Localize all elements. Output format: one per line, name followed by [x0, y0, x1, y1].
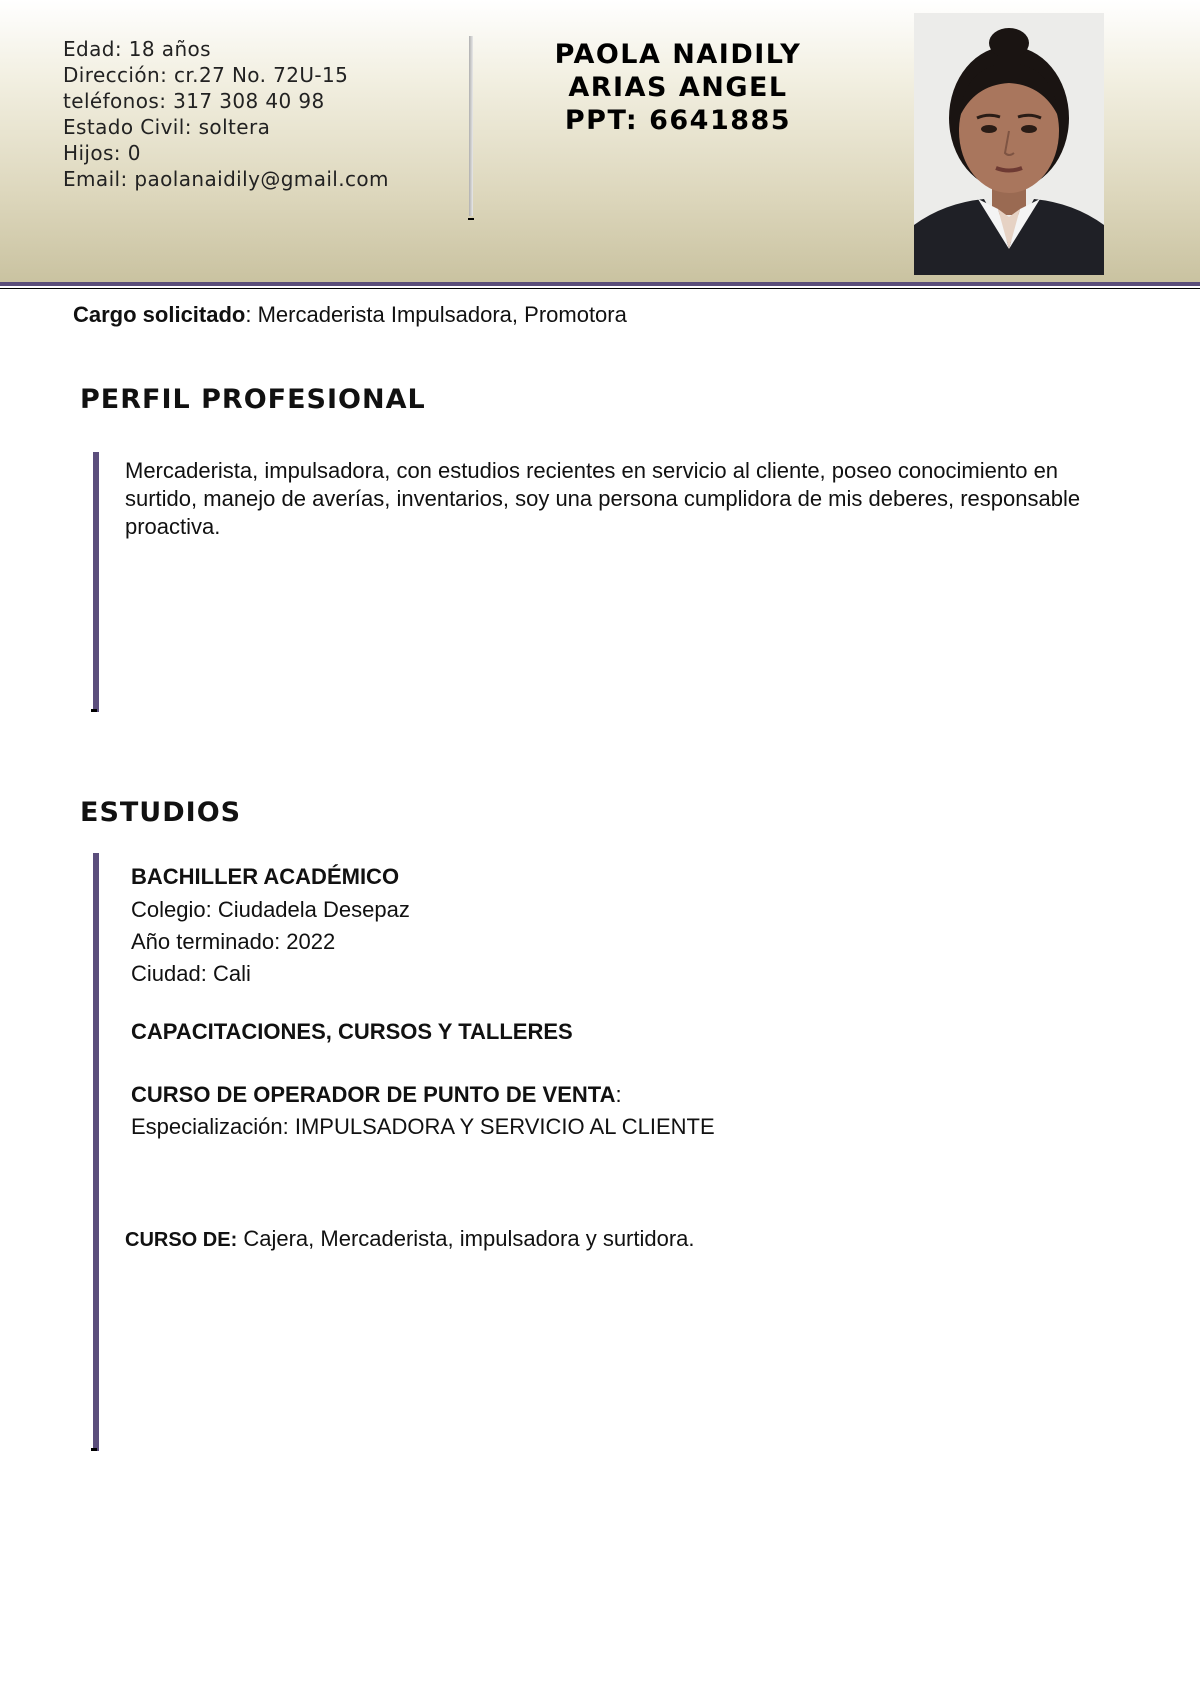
curso-operador-title — [131, 1079, 622, 1111]
contact-marital-status: Estado Civil: soltera — [63, 115, 271, 139]
header-divider — [469, 36, 473, 216]
header-rule-thin — [0, 288, 1200, 289]
capacitaciones-title — [131, 1016, 573, 1048]
header-rule — [0, 282, 1200, 286]
position-requested — [73, 302, 627, 328]
bachiller-anio: Año terminado: 2022 — [131, 929, 336, 954]
contact-age: Edad: 18 años — [63, 37, 211, 61]
position-label: Cargo solicitado — [73, 302, 246, 327]
perfil-bar-tick — [91, 709, 97, 712]
profile-photo — [914, 13, 1104, 275]
estudios-bar-tick — [91, 1448, 97, 1451]
curso-de-label: CURSO DE: — [125, 1229, 238, 1251]
contact-phone: teléfonos: 317 308 40 98 — [63, 89, 325, 113]
header-divider-tick — [468, 218, 474, 220]
estudios-accent-bar — [93, 853, 99, 1451]
contact-info — [63, 36, 389, 192]
curso-operador-especializacion: Especialización: IMPULSADORA Y SERVICIO AL CLIENTE — [131, 1114, 715, 1139]
perfil-text: Mercaderista, impulsadora, con estudios recientes en servicio al cliente, poseo conocimiento en surtido, manejo de averías, inventarios, soy una persona cumplidora de mis deberes, responsable proactiva. — [125, 458, 1081, 539]
bachiller-title-text: BACHILLER ACADÉMICO — [131, 864, 400, 889]
section-title-estudios: ESTUDIOS — [80, 797, 242, 828]
curso-de-value: Cajera, Mercaderista, impulsadora y surtidora. — [237, 1226, 695, 1251]
curso-operador-colon: : — [615, 1082, 622, 1107]
contact-children: Hijos: 0 — [63, 141, 141, 165]
perfil-accent-bar — [93, 452, 99, 712]
bachiller-ciudad: Ciudad: Cali — [131, 961, 251, 986]
curso-operador-title-text: CURSO DE OPERADOR DE PUNTO DE VENTA — [131, 1082, 616, 1107]
contact-address: Dirección: cr.27 No. 72U-15 — [63, 63, 349, 87]
position-value: : Mercaderista Impulsadora, Promotora — [245, 302, 627, 327]
bachiller-title — [131, 861, 399, 893]
section-title-perfil: PERFIL PROFESIONAL — [80, 384, 426, 415]
candidate-ppt: PPT: 6641885 — [564, 105, 792, 136]
candidate-last-names: ARIAS ANGEL — [568, 72, 788, 103]
contact-email: Email: paolanaidily@gmail.com — [63, 167, 389, 191]
profile-photo-drawing — [914, 13, 1104, 275]
candidate-name-block — [530, 38, 826, 137]
bachiller-colegio: Colegio: Ciudadela Desepaz — [131, 897, 410, 922]
curso-de — [125, 1223, 695, 1256]
candidate-first-names: PAOLA NAIDILY — [554, 39, 802, 70]
capacitaciones-title-text: CAPACITACIONES, CURSOS Y TALLERES — [131, 1019, 573, 1044]
